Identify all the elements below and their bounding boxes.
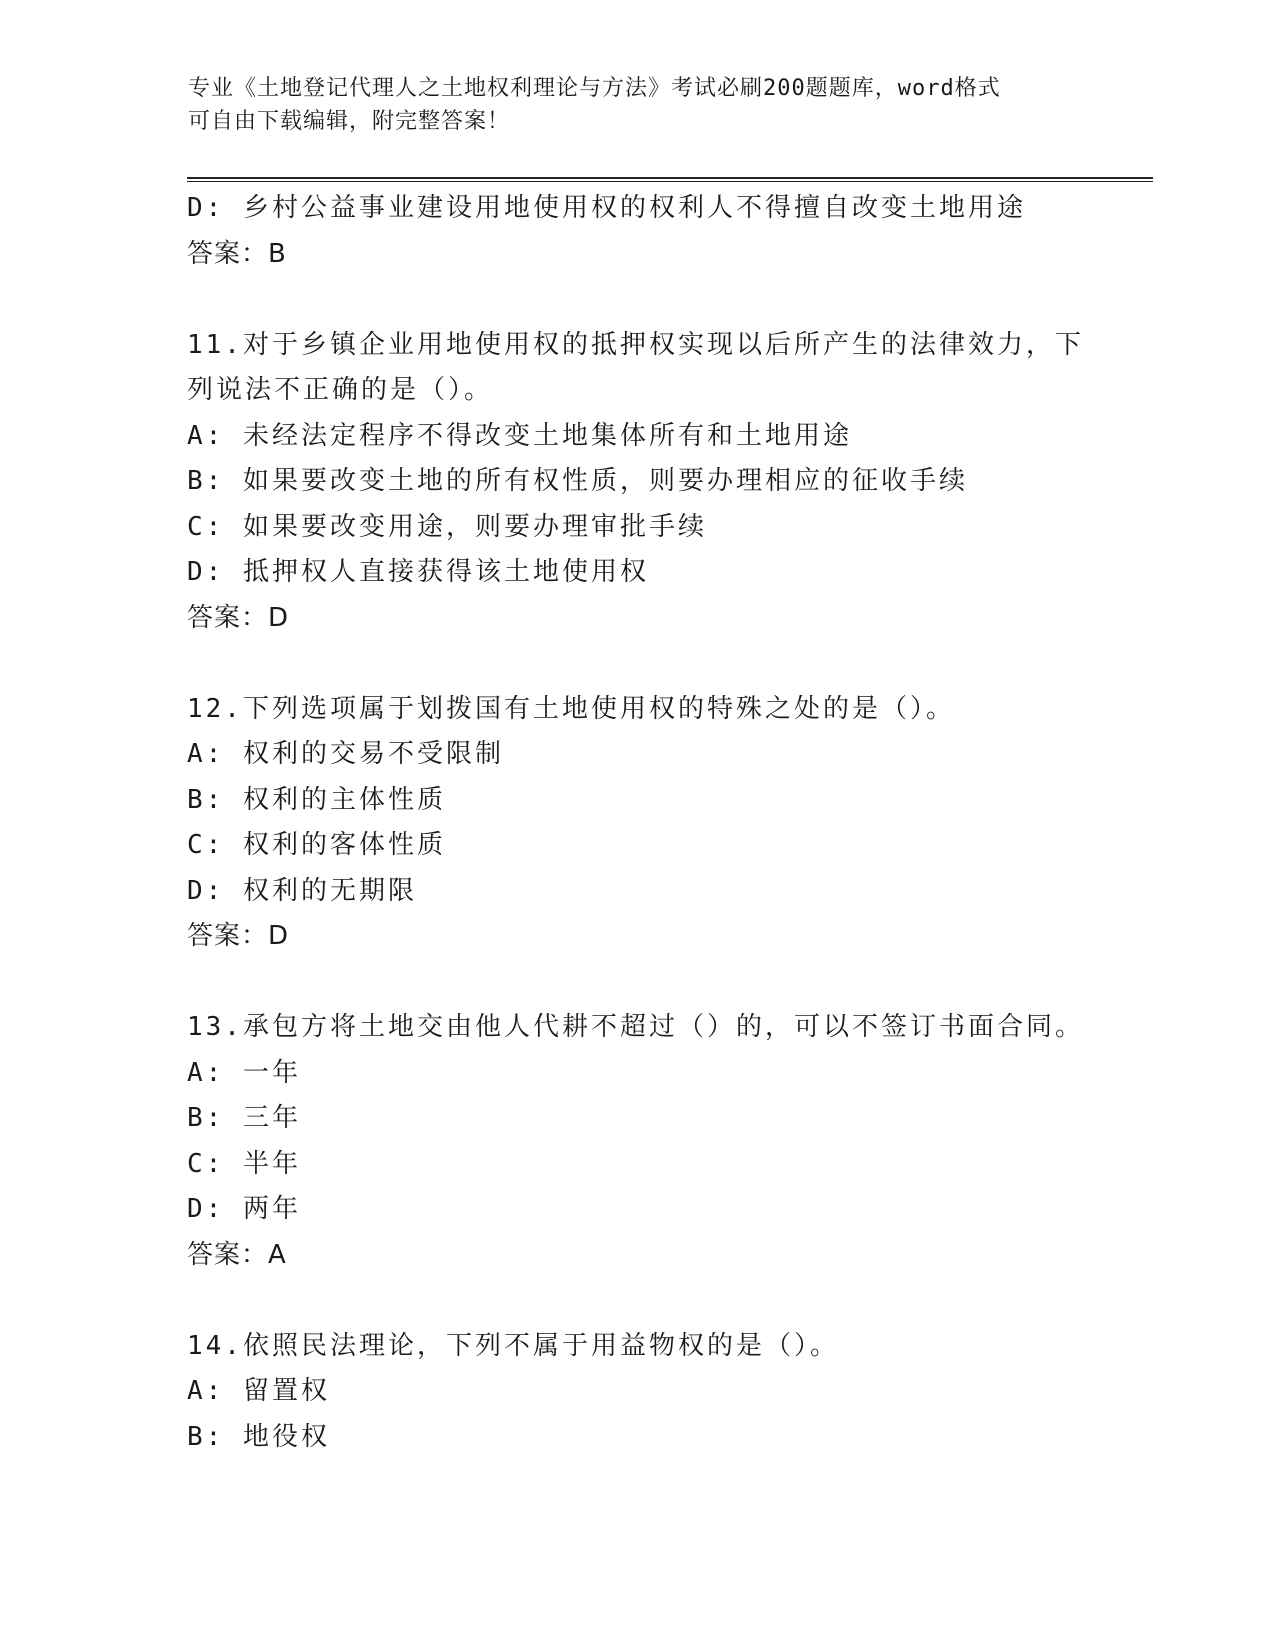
answer-line: 答案：B xyxy=(187,238,287,269)
header-divider xyxy=(187,177,1153,182)
question-13 xyxy=(187,1005,1087,1278)
page-header xyxy=(188,72,1068,138)
answer-line: 答案：D xyxy=(187,602,290,633)
option-d: D: 抵押权人直接获得该土地使用权 xyxy=(187,557,649,587)
spacer xyxy=(187,1278,1087,1324)
option-b: B: 三年 xyxy=(187,1103,301,1133)
option-d: D: 乡村公益事业建设用地使用权的权利人不得擅自改变土地用途 xyxy=(187,193,1026,223)
question-stem: 14.依照民法理论，下列不属于用益物权的是（）。 xyxy=(187,1330,839,1361)
header-line-1: 专业《土地登记代理人之土地权利理论与方法》考试必刷200题题库，word格式 xyxy=(188,76,1001,101)
question-stem: 11.对于乡镇企业用地使用权的抵押权实现以后所产生的法律效力，下 xyxy=(187,329,1084,360)
question-14 xyxy=(187,1324,1087,1461)
option-a: A: 留置权 xyxy=(187,1376,330,1406)
option-b: B: 地役权 xyxy=(187,1421,330,1452)
option-a: A: 未经法定程序不得改变土地集体所有和土地用途 xyxy=(187,420,852,451)
option-a: A: 权利的交易不受限制 xyxy=(187,739,504,769)
document-body xyxy=(187,186,1087,1460)
header-line-2: 可自由下载编辑，附完整答案！ xyxy=(188,109,511,134)
spacer xyxy=(187,277,1087,323)
option-c: C: 半年 xyxy=(187,1148,301,1179)
question-11 xyxy=(187,323,1087,642)
option-b: B: 如果要改变土地的所有权性质，则要办理相应的征收手续 xyxy=(187,466,968,496)
option-a: A: 一年 xyxy=(187,1057,301,1088)
answer-line: 答案：D xyxy=(187,921,290,951)
question-stem: 13.承包方将土地交由他人代耕不超过（）的，可以不签订书面合同。 xyxy=(187,1012,1084,1042)
question-12 xyxy=(187,687,1087,960)
question-stem-continued: 列说法不正确的是（）。 xyxy=(187,375,494,405)
option-c: C: 如果要改变用途，则要办理审批手续 xyxy=(187,511,707,542)
option-d: D: 权利的无期限 xyxy=(187,875,417,906)
option-c: C: 权利的客体性质 xyxy=(187,830,446,860)
spacer xyxy=(187,960,1087,1006)
spacer xyxy=(187,641,1087,687)
answer-line: 答案：A xyxy=(187,1239,287,1270)
option-b: B: 权利的主体性质 xyxy=(187,784,446,815)
option-d: D: 两年 xyxy=(187,1194,301,1224)
question-stem: 12.下列选项属于划拨国有土地使用权的特殊之处的是（）。 xyxy=(187,693,955,724)
